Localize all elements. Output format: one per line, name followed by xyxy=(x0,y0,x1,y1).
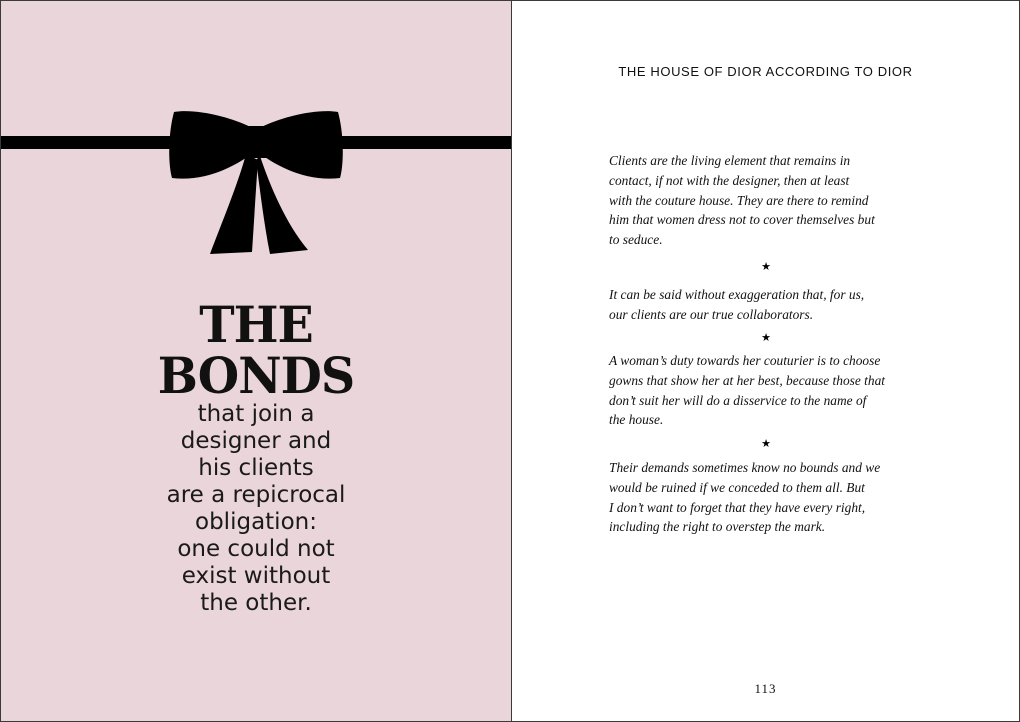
title-the: THE xyxy=(199,295,313,354)
page-number: 113 xyxy=(754,681,777,696)
quote-block xyxy=(609,285,929,325)
quote-line: with the couture house. They are there to remind xyxy=(609,192,869,208)
star-separator-icon: ★ xyxy=(761,437,771,450)
subtitle-line: that join a xyxy=(197,401,315,427)
title-bonds: BONDS xyxy=(157,346,355,405)
quote-line: him that women dress not to cover themselves but xyxy=(609,212,875,228)
quote-line: A woman’s duty towards her couturier is to choose xyxy=(609,353,881,368)
quote-block xyxy=(609,151,929,250)
subtitle-line: obligation: xyxy=(195,509,317,535)
star-separator-icon: ★ xyxy=(761,260,771,273)
quote-line: our clients are our true collaborators. xyxy=(609,306,814,322)
subtitle-line: his clients xyxy=(198,455,314,481)
subtitle xyxy=(1,401,511,617)
subtitle-line: exist without xyxy=(181,563,331,589)
subtitle-line: one could not xyxy=(177,536,335,562)
left-page xyxy=(1,1,511,721)
running-head: THE HOUSE OF DIOR ACCORDING TO DIOR xyxy=(618,64,913,79)
subtitle-line: designer and xyxy=(180,428,332,454)
quote-line: would be ruined if we conceded to them all. But xyxy=(609,479,865,495)
quote-line: the house. xyxy=(609,412,664,428)
right-page xyxy=(512,1,1019,721)
subtitle-line: are a repicrocal xyxy=(166,482,346,508)
quote-line: Their demands sometimes know no bounds and we xyxy=(609,460,881,475)
quote-block xyxy=(609,351,929,430)
quote-block xyxy=(609,458,929,537)
star-separator-icon: ★ xyxy=(761,331,771,344)
subtitle-line: the other. xyxy=(200,590,312,616)
bow-icon xyxy=(166,104,346,260)
quote-line: Clients are the living element that remains in xyxy=(609,153,851,168)
quote-line: It can be said without exaggeration that, for us, xyxy=(609,287,865,302)
quote-line: gowns that show her at her best, because those that xyxy=(609,372,885,388)
quote-line: contact, if not with the designer, then at least xyxy=(609,172,850,188)
quote-line: including the right to overstep the mark. xyxy=(609,519,826,535)
quote-line: I don’t want to forget that they have every right, xyxy=(609,499,866,515)
quote-line: don’t suit her will do a disservice to the name of xyxy=(609,392,867,408)
quote-line: to seduce. xyxy=(609,232,663,248)
